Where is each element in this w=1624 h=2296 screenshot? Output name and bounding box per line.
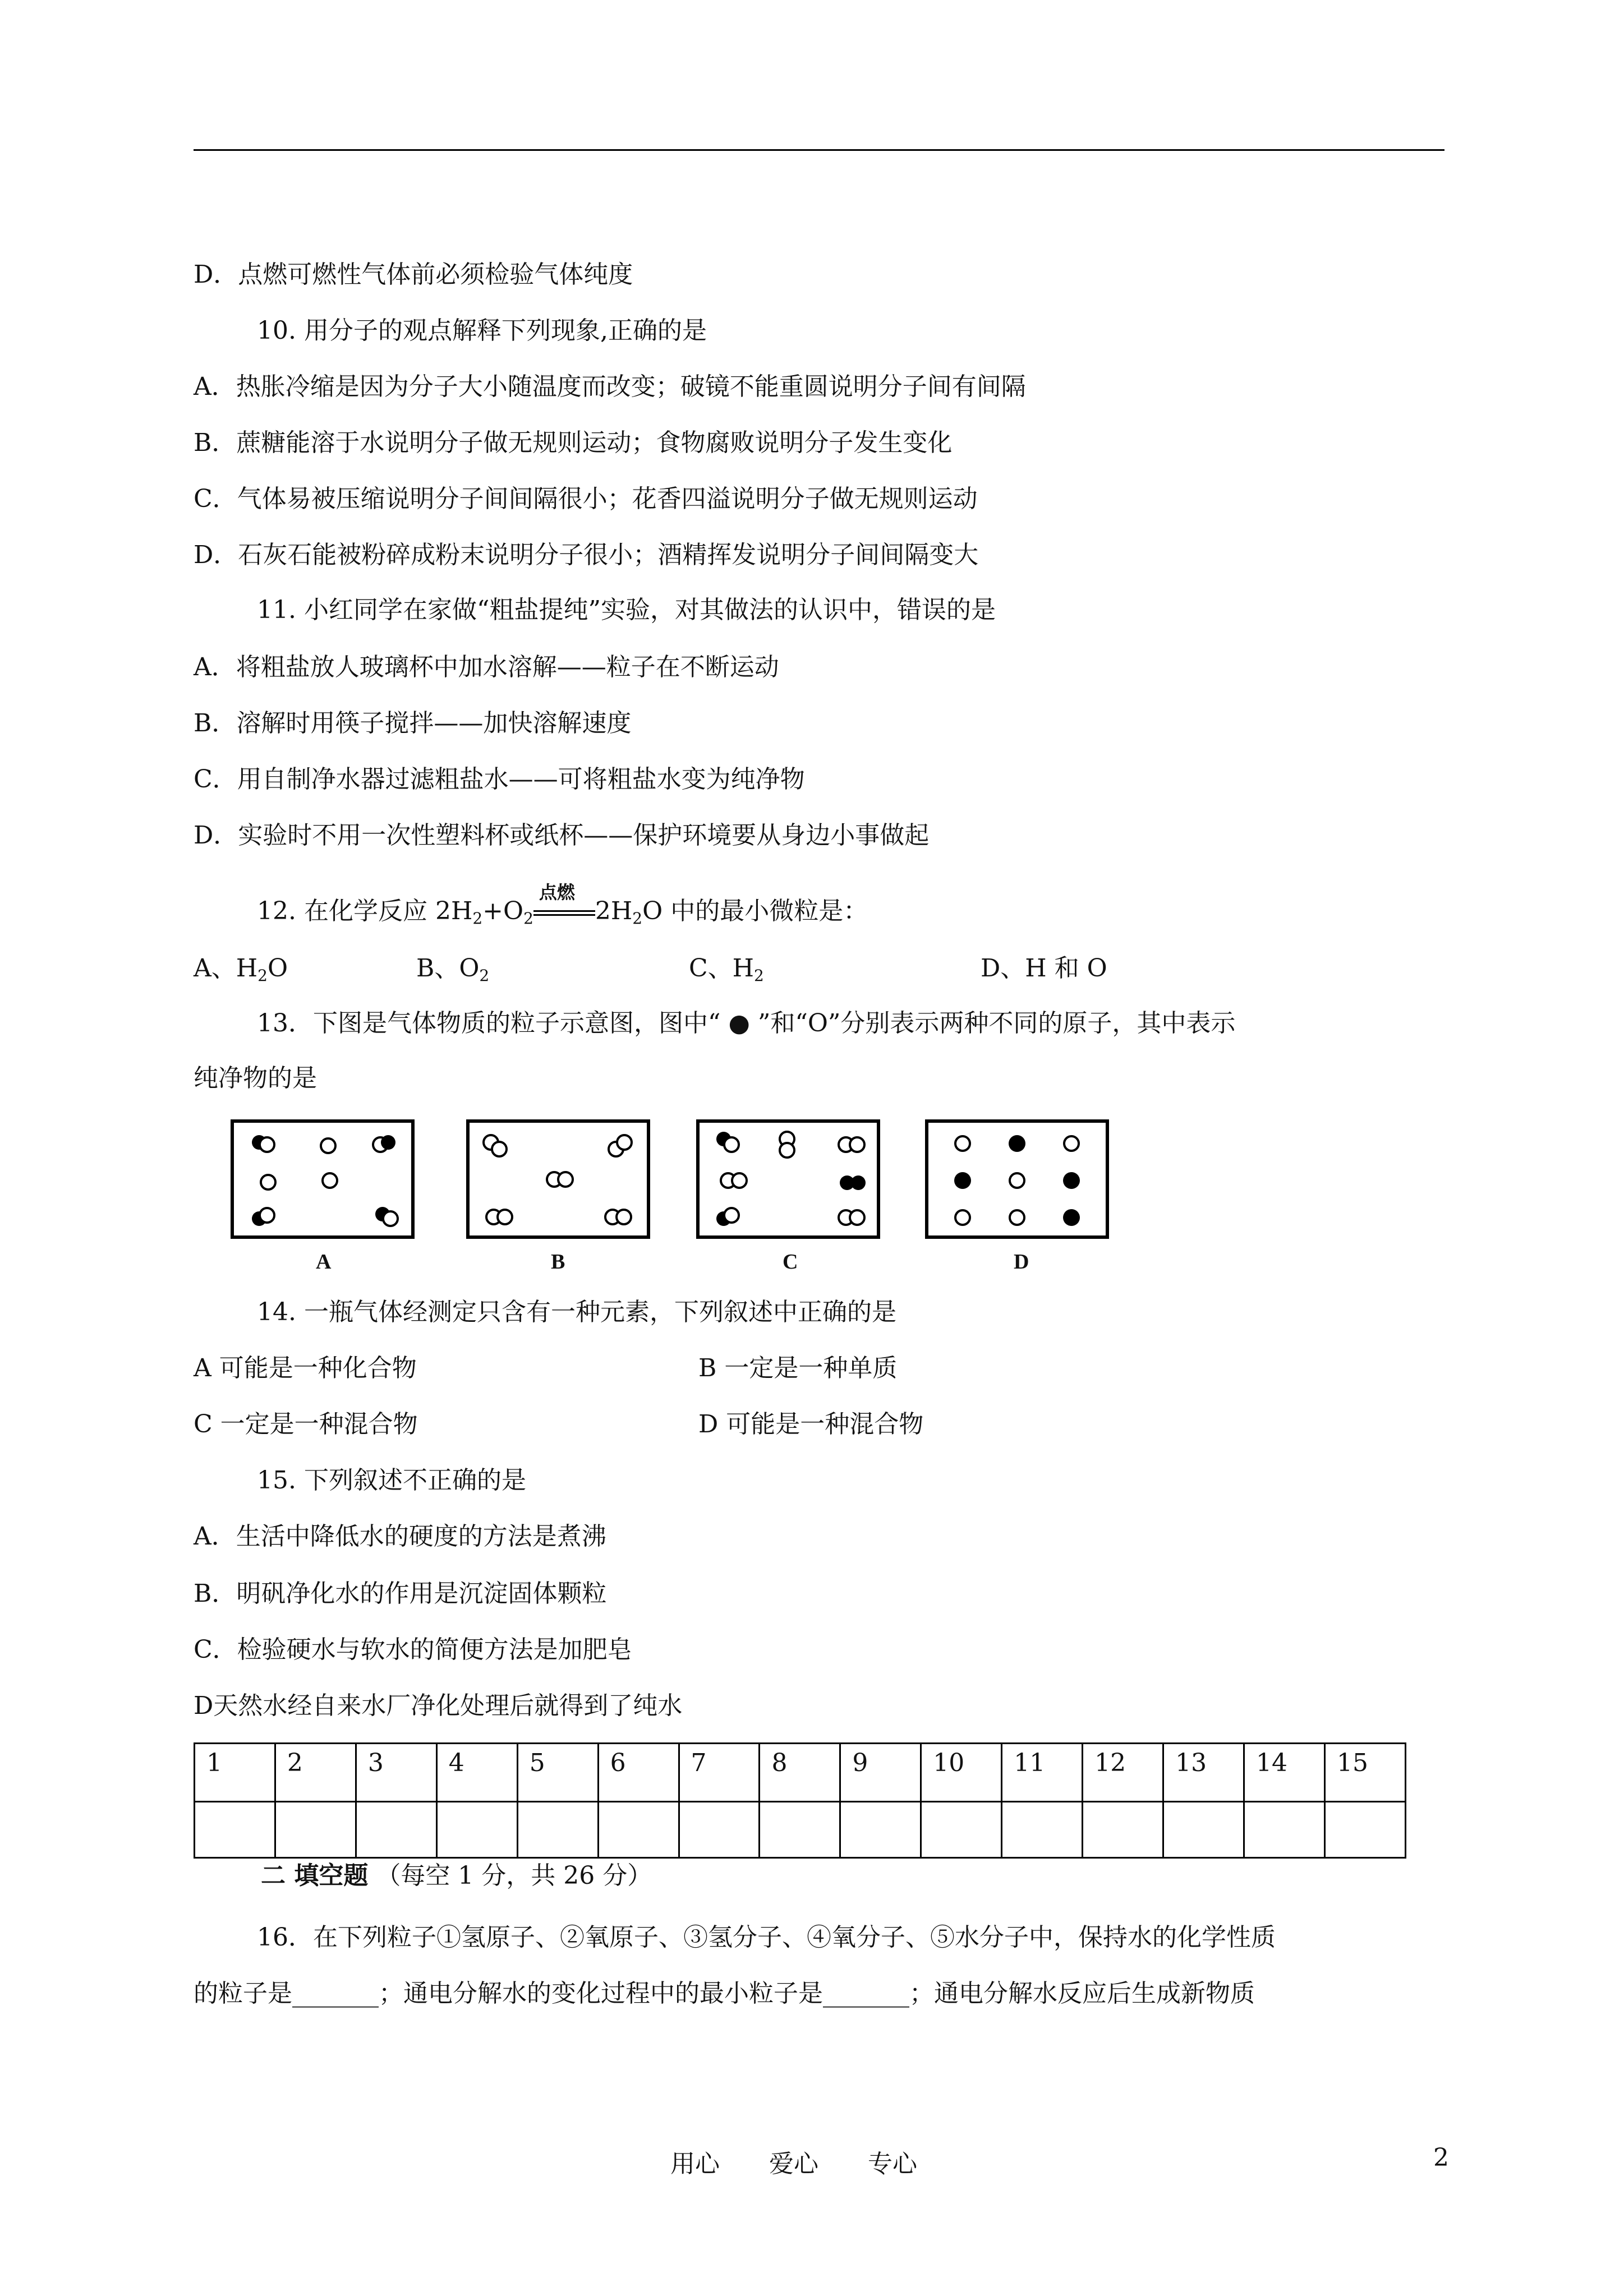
diagram-label-d: D <box>1014 1250 1029 1274</box>
answer-table <box>194 1742 1406 1859</box>
answer-header-cell: 5 <box>517 1744 598 1802</box>
answer-header-cell: 6 <box>598 1744 679 1802</box>
particle-box-b <box>466 1119 651 1239</box>
q14-option-b: B 一定是一种单质 <box>698 1354 898 1382</box>
answer-blank-cell[interactable] <box>921 1802 1002 1858</box>
answer-blank-cell[interactable] <box>598 1802 679 1858</box>
answer-blank-cell[interactable] <box>356 1802 436 1858</box>
q12-option-c: C、$H_2$ <box>689 954 764 985</box>
q16-stem-cont: 的粒子是_______；通电分解水的变化过程中的最小粒子是_______；通电分解水反应后生成新物质 <box>194 1979 1255 2008</box>
answer-header-cell: 4 <box>436 1744 517 1802</box>
answer-blank-cell[interactable] <box>1244 1802 1325 1858</box>
q12-option-a: A、$H_2O$ <box>194 954 288 985</box>
q11-stem: 11. 小红同学在家做“粗盐提纯”实验，对其做法的认识中，错误的是 <box>257 596 996 624</box>
answer-header-cell: 11 <box>1002 1744 1083 1802</box>
q14-option-d: D 可能是一种混合物 <box>698 1410 924 1439</box>
answer-header-cell: 12 <box>1083 1744 1163 1802</box>
answer-blank-cell[interactable] <box>760 1802 840 1858</box>
q12-stem-suffix: 中的最小微粒是： <box>663 897 868 925</box>
q14-option-a: A 可能是一种化合物 <box>194 1354 417 1382</box>
answer-header-cell: 1 <box>195 1744 275 1802</box>
particle-diagram-a <box>230 1119 415 1239</box>
answer-blank-cell[interactable] <box>679 1802 760 1858</box>
answer-blank-cell[interactable] <box>840 1802 921 1858</box>
q15-option-d: D天然水经自来水厂净化处理后就得到了纯水 <box>194 1691 683 1720</box>
q10-option-c: C．气体易被压缩说明分子间间隔很小；花香四溢说明分子做无规则运动 <box>194 485 978 513</box>
page-number: 2 <box>1433 2143 1449 2172</box>
q15-stem: 15. 下列叙述不正确的是 <box>257 1466 526 1495</box>
footer-motto: 用心 爱心 专心 <box>670 2150 917 2178</box>
answer-blank-cell[interactable] <box>1324 1802 1405 1858</box>
diagram-label-c: C <box>783 1250 798 1274</box>
q11-option-c: C．用自制净水器过滤粗盐水——可将粗盐水变为纯净物 <box>194 765 805 794</box>
particle-box-a <box>230 1119 415 1239</box>
particle-diagram-c <box>696 1119 881 1239</box>
q15-option-b: B．明矾净化水的作用是沉淀固体颗粒 <box>194 1579 607 1608</box>
q10-option-a: A．热胀冷缩是因为分子大小随温度而改变；破镜不能重圆说明分子间有间隔 <box>194 372 1026 401</box>
answer-blank-cell[interactable] <box>195 1802 275 1858</box>
equals-sign <box>533 910 595 916</box>
reaction-condition-label: 点燃 <box>539 882 575 903</box>
answer-header-cell: 14 <box>1244 1744 1325 1802</box>
answer-blank-cell[interactable] <box>275 1802 356 1858</box>
q15-option-a: A．生活中降低水的硬度的方法是煮沸 <box>194 1522 606 1551</box>
q10-option-b: B．蔗糖能溶于水说明分子做无规则运动；食物腐败说明分子发生变化 <box>194 428 953 457</box>
answer-header-cell: 15 <box>1324 1744 1405 1802</box>
answer-header-cell: 9 <box>840 1744 921 1802</box>
answer-header-cell: 10 <box>921 1744 1002 1802</box>
section-2-heading <box>261 1859 652 1893</box>
diagram-label-a: A <box>316 1250 332 1274</box>
answer-table-header-row <box>195 1744 1406 1802</box>
particle-diagram-b <box>466 1119 651 1239</box>
q12-stem: 12. 在化学反应 $2H_2+O_2$ 点燃 $2H_2O$ 中的最小微粒是： <box>257 895 868 935</box>
answer-blank-cell[interactable] <box>1083 1802 1163 1858</box>
q15-option-c: C．检验硬水与软水的简便方法是加肥皂 <box>194 1635 632 1664</box>
answer-blank-cell[interactable] <box>1002 1802 1083 1858</box>
particle-box-d <box>924 1119 1110 1239</box>
q12-option-d: D、H 和 O <box>981 954 1107 983</box>
q16-stem: 16．在下列粒子①氢原子、②氧原子、③氢分子、④氧分子、⑤水分子中，保持水的化学性质 <box>257 1923 1276 1952</box>
q11-option-a: A．将粗盐放人玻璃杯中加水溶解——粒子在不断运动 <box>194 653 779 681</box>
answer-header-cell: 13 <box>1163 1744 1244 1802</box>
q11-option-b: B．溶解时用筷子搅拌——加快溶解速度 <box>194 709 632 737</box>
particle-diagram-d <box>924 1119 1110 1239</box>
answer-header-cell: 8 <box>760 1744 840 1802</box>
answer-table-blank-row <box>195 1802 1406 1858</box>
q12-stem-prefix: 12. 在化学反应 2H <box>257 897 473 925</box>
particle-box-c <box>696 1119 881 1239</box>
q10-option-d: D．石灰石能被粉碎成粉末说明分子很小；酒精挥发说明分子间间隔变大 <box>194 541 979 569</box>
q14-option-c: C 一定是一种混合物 <box>194 1410 418 1439</box>
q13-stem-cont: 纯净物的是 <box>194 1064 317 1092</box>
header-rule <box>194 149 1444 151</box>
answer-blank-cell[interactable] <box>436 1802 517 1858</box>
q9-option-d: D．点燃可燃性气体前必须检验气体纯度 <box>194 260 633 289</box>
diagram-label-b: B <box>551 1250 565 1274</box>
answer-blank-cell[interactable] <box>517 1802 598 1858</box>
q14-stem: 14. 一瓶气体经测定只含有一种元素，下列叙述中正确的是 <box>257 1298 896 1326</box>
answer-header-cell: 2 <box>275 1744 356 1802</box>
q11-option-d: D．实验时不用一次性塑料杯或纸杯——保护环境要从身边小事做起 <box>194 821 930 850</box>
answer-header-cell: 3 <box>356 1744 436 1802</box>
q13-stem: 13．下图是气体物质的粒子示意图，图中“ ● ”和“O”分别表示两种不同的原子，其中表示 <box>257 1009 1236 1038</box>
section-2-title: 二 填空题 <box>261 1861 369 1890</box>
q10-stem: 10. 用分子的观点解释下列现象,正确的是 <box>257 316 707 345</box>
answer-blank-cell[interactable] <box>1163 1802 1244 1858</box>
section-2-note: （每空 1 分，共 26 分） <box>368 1861 652 1890</box>
answer-header-cell: 7 <box>679 1744 760 1802</box>
q12-option-b: B、$O_2$ <box>416 954 490 985</box>
